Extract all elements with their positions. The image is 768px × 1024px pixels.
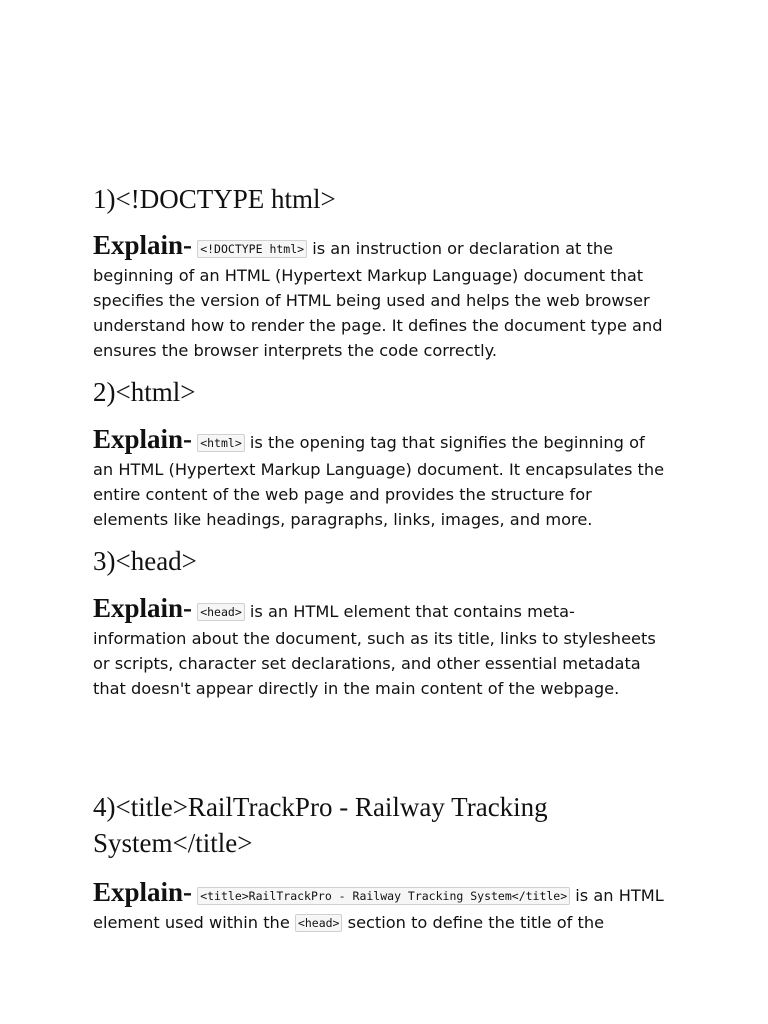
section-4-explain-label: Explain- xyxy=(93,877,193,907)
section-3-text: is an HTML element that contains meta-information about the document, such as its title, links to stylesheets or scripts, character set declarations, and other essential metadata that doesn't appear directly in the main content of the webpage. xyxy=(93,602,656,698)
section-2-text: is the opening tag that signifies the beginning of an HTML (Hypertext Markup Language) document. It encapsulates the entire content of the web page and provides the structure for elements like headings, paragraphs, links, images, and more. xyxy=(93,433,665,529)
section-2-code: <html> xyxy=(197,434,245,452)
section-2-paragraph xyxy=(93,424,668,532)
section-4-code: <title>RailTrackPro - Railway Tracking System</title> xyxy=(197,887,570,905)
section-1-text: is an instruction or declaration at the beginning of an HTML (Hypertext Markup Language) document that specifies the version of HTML being used and helps the web browser understand how to render the page. It defines the document type and ensures the browser interprets the code correctly. xyxy=(93,239,663,360)
section-3-paragraph xyxy=(93,593,668,701)
section-2-explain-label: Explain- xyxy=(93,424,193,454)
section-3-code: <head> xyxy=(197,603,245,621)
section-4-text-b: section to define the title of the xyxy=(342,913,605,932)
section-3-explain-label: Explain- xyxy=(93,593,193,623)
section-1-explain-label: Explain- xyxy=(93,230,193,260)
section-1-paragraph xyxy=(93,230,668,363)
section-1-heading: 1)<!DOCTYPE html> xyxy=(93,184,336,214)
section-4-text-a: is an HTML element used within the xyxy=(93,886,664,932)
section-3-heading: 3)<head> xyxy=(93,546,197,576)
section-2-heading: 2)<html> xyxy=(93,377,196,407)
section-4-code-head: <head> xyxy=(295,914,343,932)
section-1-code: <!DOCTYPE html> xyxy=(197,240,307,258)
section-4-paragraph xyxy=(93,877,668,937)
section-4-heading: 4)<title>RailTrackPro - Railway Tracking System</title> xyxy=(93,792,548,858)
